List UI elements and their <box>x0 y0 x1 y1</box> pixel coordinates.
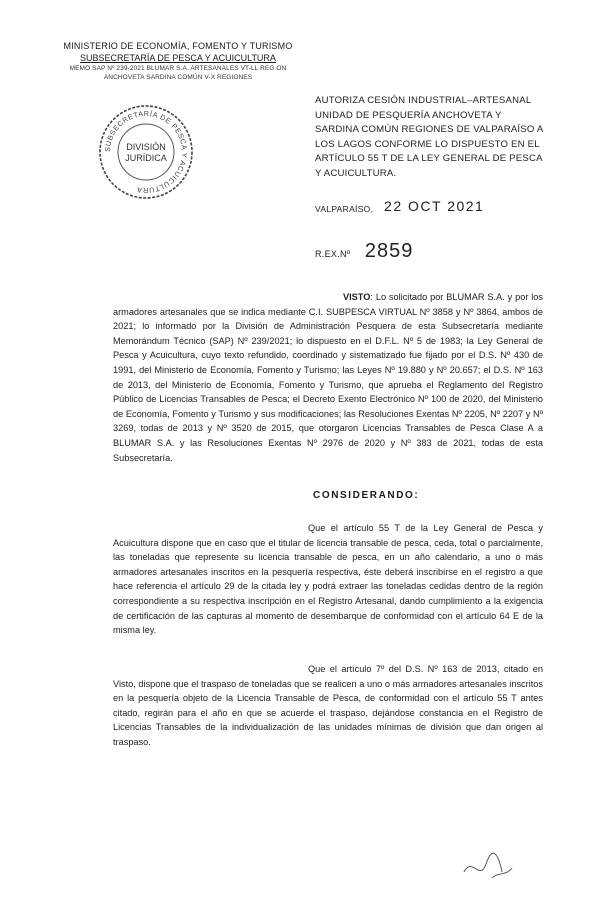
visto-paragraph <box>113 290 543 465</box>
resolution-number <box>315 240 413 263</box>
stamp-center-line1: DIVISIÓN <box>126 142 166 152</box>
considerando-paragraph-1 <box>113 521 543 638</box>
initials-signature-mark <box>458 842 518 892</box>
resolution-title: AUTORIZA CESIÓN INDUSTRIAL–ARTESANAL UNIDAD DE PESQUERÍA ANCHOVETA Y SARDINA COMÚN REGIONES DE VALPARAÍSO A LOS LAGOS CONFORME LO DISPUESTO EN EL ARTÍCULO 55 T DE LA LEY GENERAL DE PESCA Y ACUICULTURA. <box>315 95 543 179</box>
stamp-seal-icon <box>97 103 195 201</box>
visto-text: : Lo solicitado por BLUMAR S.A. y por los armadores artesanales que se indica mediante C.I. SUBPESCA VIRTUAL Nº 3858 y Nº 3864, ambos de 2021; lo informado por la División de Administración Pesquera de esta Subsecretaría mediante Memorándum Técnico (SAP) Nº 239/2021; lo dispuesto en el D.F.L. Nº 5 de 1983; la Ley General de Pesca y Acuicultura, cuyo texto refundido, coordinado y sistematizado fue fijado por el D.S. Nº 430 de 1991, del Ministerio de Economía, Fomento y Turismo; las Leyes Nº 19.880 y Nº 20.657; el D.S. Nº 163 de 2013, del Ministerio de Economía, Fomento y Turismo, que aprueba el Reglamento del Registro Público de Licencias Transables de Pesca; el Decreto Exento Electrónico Nº 100 de 2020, del Ministerio de Economía, Fomento y Turismo y sus modificaciones; las Resoluciones Exentas Nº 2205, Nº 2207 y Nº 3269, todas de 2013 y Nº 3520 de 2015, que otorgaron Licencias Transables de Pesca Clase A a BLUMAR S.A. y las Resoluciones Exentas Nº 2976 de 2020 y Nº 383 de 2021, todas de esta Subsecretaría. <box>113 292 543 463</box>
visto-keyword: VISTO <box>343 292 371 302</box>
letterhead <box>58 40 298 82</box>
stamp-center-line2: JURÍDICA <box>125 153 167 163</box>
memo-reference: MEMO SAP Nº 239-2021 BLUMAR S.A. ARTESANALES VT-LL REG ON <box>69 65 287 72</box>
considerando-paragraph-1-text: Que el artículo 55 T de la Ley General de Pesca y Acuicultura dispone que en caso que el titular de licencia transable de pesca, ceda, total o parcialmente, las toneladas que represente su licencia transable de pesca, en un año calendario, a uno o más armadores artesanales inscritos en la pesquería respectiva, éste deberá inscribirse en el registro a que hace referencia el artículo 29 de la citada ley y podrá extraer las toneladas cedidas dentro de la región correspondiente a su respectiva inscripción en el Registro Artesanal, dando cumplimiento a la exigencia de certificación de las capturas al momento de desembarque de conformidad con el artículo 64 E de la misma ley. <box>113 523 543 636</box>
memo-reference-subject: ANCHOVETA SARDINA COMÚN V-X REGIONES <box>103 74 253 81</box>
resolution-number-value: 2859 <box>364 240 414 262</box>
resolution-number-label: R.EX.Nº <box>315 249 351 259</box>
stamp-ring-text: SUBSECRETARÍA DE PESCA Y ACUICULTURA <box>102 108 190 196</box>
division-juridica-stamp <box>97 103 195 201</box>
city: VALPARAÍSO, <box>315 204 374 214</box>
date-stamp: 22 OCT 2021 <box>384 198 485 214</box>
dateline <box>315 198 484 214</box>
ministry-name: MINISTERIO DE ECONOMÍA, FOMENTO Y TURISMO <box>63 41 293 51</box>
considerando-paragraph-2-text: Que el artículo 7º del D.S. Nº 163 de 2013, citado en Visto, dispone que el traspaso de toneladas que se realicen a uno o más armadores artesanales inscritos en la pesquería objeto de la Licencia Transable de Pesca, de conformidad con el artículo 55 T antes citado, regirán para el año en que se acuerde el traspaso, dejándose constancia en el Registro de Licencias Transables de la individualización de las unidades mínimas de división que dan origen al traspaso. <box>113 664 543 747</box>
considerando-paragraph-2 <box>113 662 543 750</box>
subsecretaria-name: SUBSECRETARÍA DE PESCA Y ACUICULTURA <box>80 53 276 63</box>
considerando-heading: CONSIDERANDO: <box>313 490 420 501</box>
